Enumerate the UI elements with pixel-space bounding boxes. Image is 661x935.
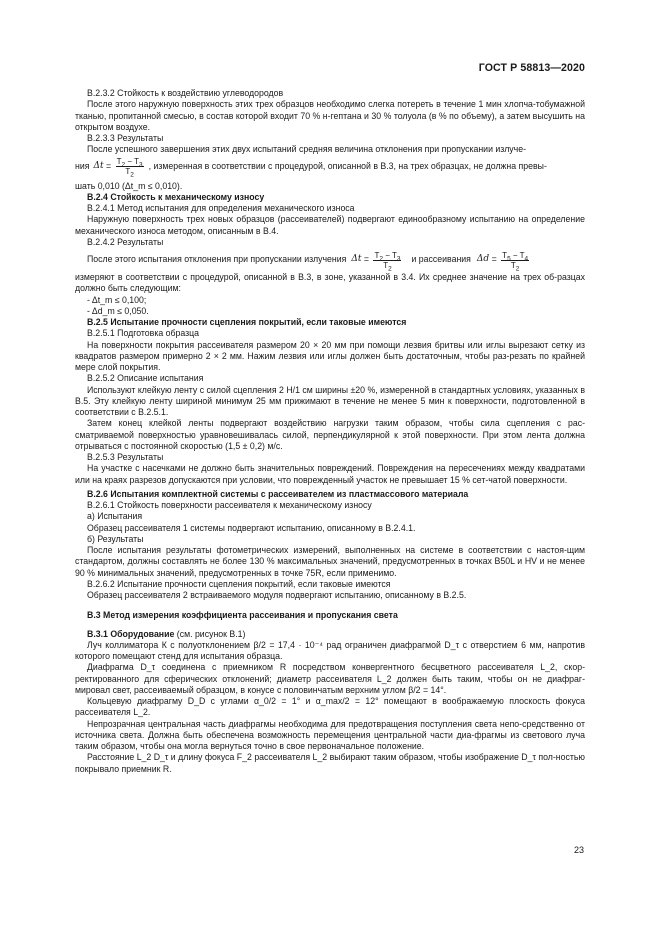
section-title-b25: В.2.5 Испытание прочности сцепления покрытий, если таковые имеются xyxy=(87,317,407,327)
formula-tail-text: , измеренная в соответствии с процедурой, описанной в В.3, на трех образцах, не должна превы- xyxy=(148,160,547,171)
paragraph: После этого наружную поверхность этих трех образцов необходимо слегка потереть в течение 1 мин хлопча-тобумажной тканью, пропитанной смесью, в состав которой входит 70 % н-гептана и 30 % толуола (в % по объему), а затем высушить на открытом воздухе. xyxy=(75,99,585,132)
section-title-b26: В.2.6 Испытания комплектной системы с рассеивателем из пластмассового материала xyxy=(87,488,469,499)
section-title-b253: В.2.5.3 Результаты xyxy=(87,452,164,462)
paragraph: Образец рассеивателя 1 системы подвергают испытанию, описанному в В.2.4.1. xyxy=(87,522,416,533)
paragraph: На поверхности покрытия рассеивателя размером 20 × 20 мм при помощи лезвия бритвы или иглы вырезают сетку из квадратов размером примерно 2 × 2 мм. Нажим лезвия или иглы должен быть достаточным, чтобы раз-резать по крайней мере слой покрытия. xyxy=(75,339,585,372)
formula-delta-t: Δt = $\frac{T_2 - T_3}{T_2}$ xyxy=(93,157,143,179)
section-title-b31 xyxy=(75,629,585,640)
section-title-b31-rest: (см. рисунок В.1) xyxy=(174,628,246,639)
list-item: - Δd_m ≤ 0,050. xyxy=(87,305,149,316)
section-title-b252: В.2.5.2 Описание испытания xyxy=(87,373,204,384)
formula-delta-d: Δd = $\frac{T_5 - T_4}{T_2}$ xyxy=(476,250,529,273)
paragraph: Диафрагма D_τ соединена с приемником R посредством конвергентного бесцветного рассеивателя L_2, скор-ректированного для сферических отклонений; диаметр рассеивателя L_2 должен быть таким, чтобы он не диафраг-мировал свет, рассеиваемый образцом, в конусе с половинчатым верхним углом β/2 = 14°. xyxy=(75,662,585,695)
section-title-b3: В.3 Метод измерения коэффициента рассеивания и пропускания света xyxy=(87,610,398,621)
section-title-b233: В.2.3.3 Результаты xyxy=(87,133,164,143)
section-title-b24: В.2.4 Стойкость к механическому износу xyxy=(87,191,265,202)
paragraph: Луч коллиматора К с полуотклонением β/2 = 17,4 · 10⁻⁴ рад ограничен диафрагмой D_τ с отверстием 6 мм, напротив которого помещают стенд для испытания образца. xyxy=(75,639,585,661)
paragraph: шать 0,010 (Δt_m ≤ 0,010). xyxy=(75,180,183,191)
list-item: б) Результаты xyxy=(87,533,144,544)
page-number: 23 xyxy=(573,845,584,855)
page-header: ГОСТ Р 58813—2020 xyxy=(478,62,585,74)
section-title-b241: В.2.4.1 Метод испытания для определения механического износа xyxy=(87,203,355,213)
paragraph: Образец рассеивателя 2 встраиваемого модуля подвергают испытанию, описанному в В.2.5. xyxy=(87,590,467,600)
section-title-b31-bold: В.3.1 Оборудование xyxy=(87,628,175,639)
paragraph: Затем конец клейкой ленты подвергают воздействию нагрузки таким образом, чтобы сила сцепления с рас-сматриваемой поверхностью уравновешивалась силой, перпендикулярной к этой поверхности. При этом лента должна отрываться с постоянной скоростью (1,5 ± 0,2) м/с. xyxy=(75,418,585,451)
paragraph: Используют клейкую ленту с силой сцепления 2 Н/1 см ширины ±20 %, измеренной в стандартных условиях, указанных в В.5. Эту клейкую ленту шириной минимум 25 мм прижимают в течение не менее 5 мин к поверхности, подготовленной в соответствии с В.2.5.1. xyxy=(75,384,585,417)
formula-line-delta-t xyxy=(75,156,585,178)
paragraph: Наружную поверхность трех новых образцов (рассеивателей) подвергают единообразному испытанию на определение механического износа методом, описанным в В.4. xyxy=(75,214,585,236)
formula-mid-text: и рассеивания xyxy=(411,254,471,265)
section-title-b242: В.2.4.2 Результаты xyxy=(87,236,164,247)
section-title-b251: В.2.5.1 Подготовка образца xyxy=(87,328,200,339)
paragraph: измеряют в соответствии с процедурой, описанной в В.3, в зоне, указанной в 3.4. Их среднее значение на трех об-разцах должно быть следующим: xyxy=(75,272,585,294)
section-title-b262: В.2.6.2 Испытание прочности сцепления покрытий, если таковые имеются xyxy=(87,578,391,589)
list-item: - Δt_m ≤ 0,100; xyxy=(87,294,147,305)
paragraph: Кольцевую диафрагму D_D с углами α_0/2 = 1° и α_max/2 = 12° помещают в воображаемую плоскость фокуса рассеивателя L_2. xyxy=(75,696,585,718)
paragraph: После успешного завершения этих двух испытаний средняя величина отклонения при пропускании излуче- xyxy=(87,144,527,155)
formula-lead-text: После этого испытания отклонения при пропускании излучения xyxy=(87,254,347,265)
section-title-b232: В.2.3.2 Стойкость к воздействию углеводородов xyxy=(87,88,284,98)
paragraph: На участке с насечками не должно быть значительных повреждений. Повреждения на пересечениях между квадратами или на краях разрезов допускаются при условии, что поврежденный участок не превышает 15 % сет-чатой поверхности. xyxy=(75,463,585,485)
paragraph: Непрозрачная центральная часть диафрагмы необходима для предотвращения поступления света непо-средственно от источника света. Должна быть обеспечена возможность перемещения центральной части диа-фрагмы из светового луча таким образом, чтобы она могла вернуться точно в свое первоначальное положение. xyxy=(75,718,585,751)
paragraph: Расстояние L_2 D_τ и длину фокуса F_2 рассеивателя L_2 выбирают таким образом, чтобы изображение D_τ пол-ностью покрывало приемник R. xyxy=(75,752,585,774)
paragraph: После испытания результаты фотометрических измерений, выполненных на системе в соответствии с настоя-щим стандартом, должны составлять не более 130 % максимальных значений, предусмотренных в точках B50L и HV и не менее 90 % минимальных значений, предусмотренных в точке 75R, если применимо. xyxy=(75,545,585,578)
document-body xyxy=(75,88,585,775)
section-title-b261: В.2.6.1 Стойкость поверхности рассеивателя к механическому износу xyxy=(87,500,372,510)
formula-delta-t: Δt = $\frac{T_2 - T_3}{T_2}$ xyxy=(351,250,401,273)
list-item: а) Испытания xyxy=(87,511,143,522)
formula-lead-text: ния xyxy=(75,160,90,171)
formula-line-delta-t-d xyxy=(75,248,585,272)
